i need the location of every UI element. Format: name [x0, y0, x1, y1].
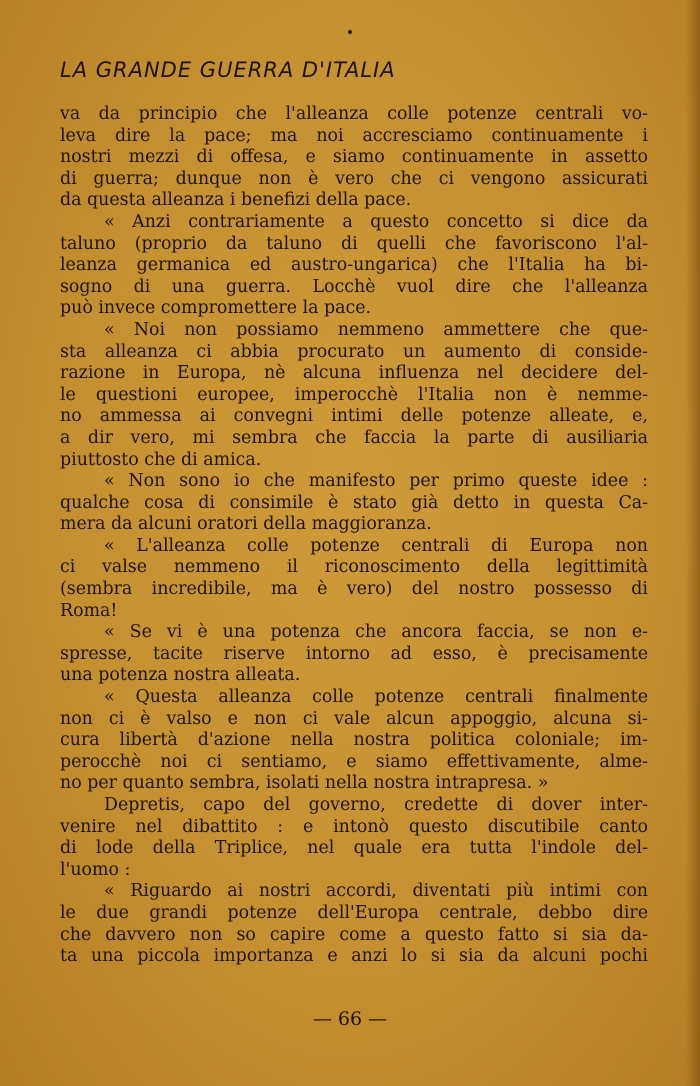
page-number: — 66 — — [312, 1008, 388, 1030]
text-line: perocchè noi ci sentiamo, e siamo effettivamente, alme- — [60, 751, 648, 772]
text-line: di lode della Triplice, nel quale era tutta l'indole del- — [60, 838, 648, 859]
text-line: può invece compromettere la pace. — [60, 298, 372, 319]
text-line: Depretis, capo del governo, credette di dover inter- — [104, 795, 648, 815]
text-line: Roma! — [60, 600, 118, 621]
text-line: l'uomo : — [60, 859, 131, 880]
text-line: « Non sono io che manifesto per primo queste idee : — [104, 471, 648, 492]
text-line: ta una piccola importanza e anzi lo si sia da alcuni pochi — [60, 946, 648, 967]
text-line: mera da alcuni oratori della maggioranza. — [60, 514, 432, 535]
text-line: sogno di una guerra. Locchè vuol dire che l'alleanza — [60, 276, 648, 297]
text-line: non ci è valso e non ci vale alcun appoggio, alcuna si- — [60, 708, 648, 729]
text-line: no per quanto sembra, isolati nella nostra intrapresa. » — [60, 773, 549, 794]
text-line: le due grandi potenze dell'Europa centrale, debbo dire — [60, 902, 648, 923]
text-line: le questioni europee, imperocchè l'Italia non è nemme- — [60, 384, 648, 405]
text-line: nostri mezzi di offesa, e siamo continuamente in assetto — [60, 147, 648, 168]
text-line: leva dire la pace; ma noi accresciamo continuamente i — [60, 125, 648, 146]
text-line: da questa alleanza i benefizi della pace. — [60, 190, 412, 211]
text-line: va da principio che l'alleanza colle potenze centrali vo- — [60, 104, 648, 124]
text-line: qualche cosa di consimile è stato già detto in questa Ca- — [60, 492, 648, 513]
ink-dot — [348, 30, 352, 34]
text-line: « Se vi è una potenza che ancora faccia, se non e- — [104, 622, 648, 643]
text-line: leanza germanica ed austro-ungarica) che l'Italia ha bi- — [60, 255, 648, 276]
body-text — [60, 104, 648, 968]
text-line: piuttosto che di amica. — [60, 449, 262, 470]
text-line: che davvero non so capire come a questo fatto si sia da- — [60, 924, 648, 945]
text-line: sta alleanza ci abbia procurato un aumento di conside- — [60, 341, 648, 362]
text-line: taluno (proprio da taluno di quelli che favoriscono l'al- — [60, 233, 648, 254]
page-edge-shadow — [686, 0, 700, 1086]
text-line: a dir vero, mi sembra che faccia la parte di ausiliaria — [60, 427, 648, 448]
text-line: di guerra; dunque non è vero che ci vengono assicurati — [60, 168, 648, 189]
text-line: « Anzi contrariamente a questo concetto si dice da — [104, 211, 648, 232]
text-line: « Noi non possiamo nemmeno ammettere che que- — [104, 319, 648, 340]
text-line: « Riguardo ai nostri accordi, diventati più intimi con — [104, 881, 648, 902]
text-line: « Questa alleanza colle potenze centrali finalmente — [104, 687, 648, 708]
text-line: ci valse nemmeno il riconoscimento della legittimità — [60, 557, 648, 578]
text-line: no ammessa ai convegni intimi delle potenze alleate, e, — [60, 406, 648, 427]
text-line: spresse, tacite riserve intorno ad esso, è precisamente — [60, 643, 648, 664]
text-line: una potenza nostra alleata. — [60, 665, 301, 686]
text-line: cura libertà d'azione nella nostra politica coloniale; im- — [60, 730, 648, 751]
running-head: LA GRANDE GUERRA D'ITALIA — [60, 58, 396, 82]
text-line: (sembra incredibile, ma è vero) del nostro possesso di — [60, 579, 648, 600]
text-line: razione in Europa, nè alcuna influenza nel decidere del- — [60, 363, 648, 384]
text-line: « L'alleanza colle potenze centrali di Europa non — [104, 535, 648, 556]
text-line: venire nel dibattito : e intonò questo discutibile canto — [60, 816, 648, 837]
